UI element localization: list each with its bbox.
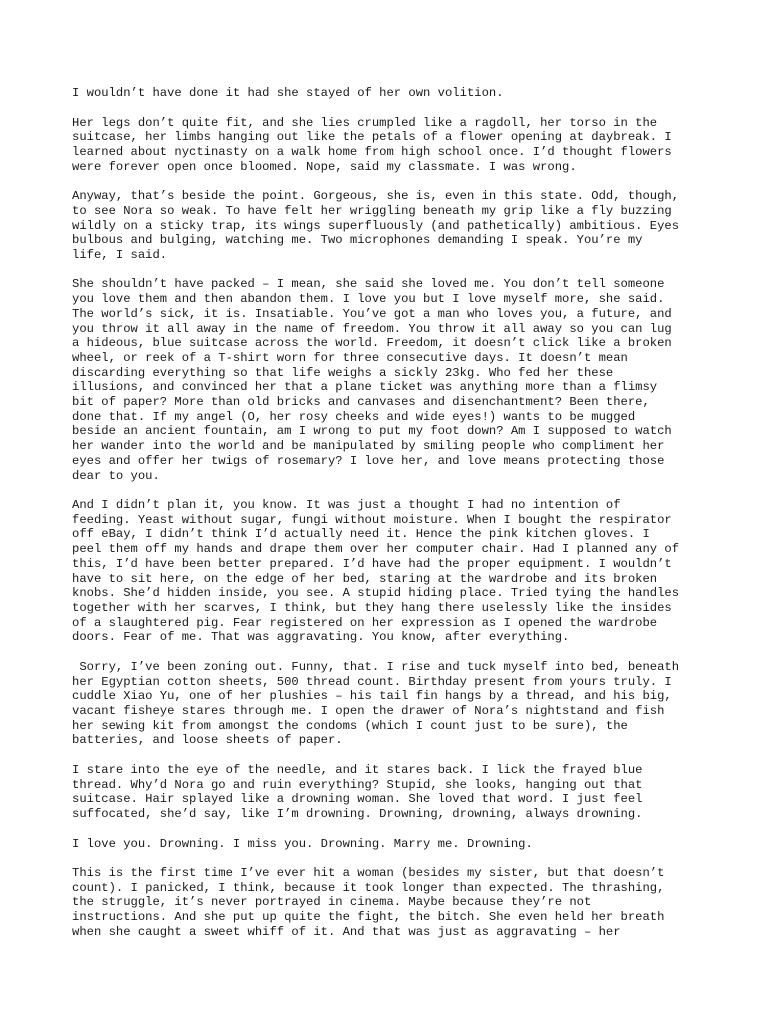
paragraph-6: Sorry, I’ve been zoning out. Funny, that. I rise and tuck myself into bed, beneath her Egyptian cotton sheets, 500 thread count. Birthday present from yours truly. I cuddle Xiao Yu, one of her plushies – his tail fin hangs by a thread, and his big, vacant fisheye stares through me. I open the drawer of Nora’s nightstand and fish her sewing kit from amongst the condoms (which I count just to be sure), the batteries, and loose sheets of paper. [72, 659, 680, 748]
paragraph-1: I wouldn’t have done it had she stayed of her own volition. [72, 86, 504, 100]
paragraph-5: And I didn’t plan it, you know. It was just a thought I had no intention of feeding. Yeast without sugar, fungi without moisture. When I bought the respirator off eBay, I didn’t think I’d actually need it. Hence the pink kitchen gloves. I peel them off my hands and drape them over her computer chair. Had I planned any of this, I’d have been better prepared. I’d have had the proper equipment. I wouldn’t have to sit here, on the edge of her bed, staring at the wardrobe and its broken knobs. She’d hidden inside, you see. A stupid hiding place. Tried tying the handles together with her scarves, I think, but they hang there uselessly like the insides of a slaughtered pig. Fear registered on her expression as I opened the wardrobe doors. Fear of me. That was aggravating. You know, after everything. [72, 498, 680, 645]
paragraph-8: I love you. Drowning. I miss you. Drowning. Marry me. Drowning. [72, 836, 533, 851]
paragraph-2: Her legs don’t quite fit, and she lies crumpled like a ragdoll, her torso in the suitcase, her limbs hanging out like the petals of a flower opening at daybreak. I learned about nyctinasty on a walk home from high school once. I’d thought flowers were forever open once bloomed. Nope, said my classmate. I was wrong. [72, 115, 672, 174]
document-body [72, 86, 696, 940]
paragraph-7: I stare into the eye of the needle, and it stares back. I lick the frayed blue thread. Why’d Nora go and ruin everything? Stupid, she looks, hanging out that suitcase. Hair splayed like a drowning woman. She loved that word. I just feel suffocated, she’d say, like I’m drowning. Drowning, drowning, always drowning. [72, 762, 643, 822]
paragraph-3: Anyway, that’s beside the point. Gorgeous, she is, even in this state. Odd, though, to see Nora so weak. To have felt her wriggling beneath my grip like a fly buzzing wildly on a sticky trap, its wings superfluously (and pathetically) ambitious. Eyes bulbous and bulging, watching me. Two microphones demanding I speak. You’re my life, I said. [72, 189, 680, 262]
paragraph-9: This is the first time I’ve ever hit a woman (besides my sister, but that doesn’t count). I panicked, I think, because it took longer than expected. The thrashing, the struggle, it’s never portrayed in cinema. Maybe because they’re not instructions. And she put up quite the fight, the bitch. She even held her breath when she caught a sweet whiff of it. And that was just as aggravating – her [72, 866, 665, 939]
paragraph-4: She shouldn’t have packed – I mean, she said she loved me. You don’t tell someone you love them and then abandon them. I love you but I love myself more, she said. The world’s sick, it is. Insatiable. You’ve got a man who loves you, a future, and you throw it all away in the name of freedom. You throw it all away so you can lug a hideous, blue suitcase across the world. Freedom, it doesn’t click like a broken wheel, or reek of a T-shirt worn for three consecutive days. It doesn’t mean discarding everything so that life weighs a sickly 23kg. Who fed her these illusions, and convinced her that a plane ticket was anything more than a flimsy bit of paper? More than old bricks and canvases and disenchantment? Been there, done that. If my angel (O, her rosy cheeks and wide eyes!) wants to be mugged beside an ancient fountain, am I wrong to put my foot down? Am I supposed to watch her wander into the world and be manipulated by smiling people who compliment her eyes and offer her twigs of rosemary? I love her, and love means protecting those dear to you. [72, 277, 672, 483]
